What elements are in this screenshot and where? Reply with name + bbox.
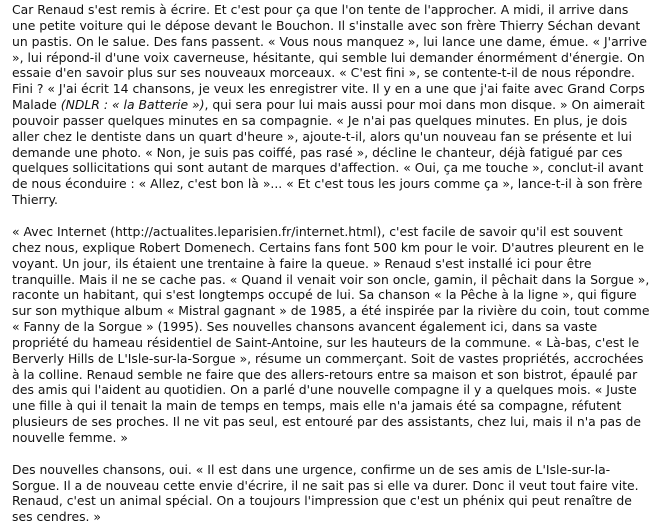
paragraph-1-editor-note: (NDLR : « la Batterie ») bbox=[60, 97, 205, 113]
paragraph-3-text: Des nouvelles chansons, oui. « Il est dans une urgence, confirme un de ses amis de L'Isle-sur-la-Sorgue. Il a de nouveau cette envie d'écrire, il ne sait pas si elle va durer. Donc il veut tout faire vite. Renaud, c'est un animal spécial. On a toujours l'impression que c'est un phénix qui peut renaître de ses cendres. » bbox=[12, 461, 639, 525]
paragraph-1-text-b: , qui sera pour lui mais aussi pour moi dans mon disque. » On aimerait pouvoir passer quelques minutes en sa compagnie. « Je n'ai pas quelques minutes. En plus, je dois aller chez le dentiste dans un quart d'heure », ajoute-t-il, alors qu'un nouveau fan se présente et lui demande une photo. « Non, je suis pas coiffé, pas rasé », décline le chanteur, déjà fatigué par ces quelques sollicitations qui sont autant de marques d'affection. « Oui, ça me touche », conclut-il avant de nous éconduire : « Allez, c'est bon là »... « Et c'est tous les jours comme ça », lance-t-il à son frère Thierry. bbox=[12, 97, 645, 208]
paragraph-3 bbox=[12, 462, 650, 525]
paragraph-1 bbox=[12, 2, 650, 208]
paragraph-2 bbox=[12, 224, 650, 446]
paragraph-spacer bbox=[12, 446, 650, 462]
paragraph-1-text-a: Car Renaud s'est remis à écrire. Et c'est pour ça que l'on tente de l'approcher. A midi, il arrive dans une petite voiture qui le dépose devant le Bouchon. Il s'installe avec son frère Thierry Séchan devant un pastis. On le salue. Des fans passent. « Vous nous manquez », lui lance une dame, émue. « J'arrive », lui répond-il d'une voix caverneuse, hésitante, qui semble lui demander énormément d'énergie. On essaie d'en savoir plus sur ses nouveaux morceaux. « C'est fini », se contente-t-il de nous répondre. Fini ? « J'ai écrit 14 chansons, je veux les enregistrer vite. Il y en a une que j'ai faite avec Grand Corps Malade bbox=[12, 2, 648, 113]
paragraph-spacer bbox=[12, 208, 650, 224]
paragraph-2-text: « Avec Internet (http://actualites.leparisien.fr/internet.html), c'est facile de savoir qu'il est souvent chez nous, explique Robert Domenech. Certains fans font 500 km pour le voir. D'autres pleurent en le voyant. Un jour, ils étaient une trentaine à faire la queue. » Renaud s'est installé ici pour être tranquille. Mais il ne se cache pas. « Quand il venait voir son oncle, gamin, il pêchait dans la Sorgue », raconte un habitant, qui s'est longtemps occupé de lui. Sa chanson « la Pêche à la ligne », qui figure sur son mythique album « Mistral gagnant » de 1985, a été inspirée par la rivière du coin, tout comme « Fanny de la Sorgue » (1995). Ses nouvelles chansons avancent également ici, dans sa vaste propriété du hameau résidentiel de Saint-Antoine, sur les hauteurs de la commune. « Là-bas, c'est le Berverly Hills de L'Isle-sur-la-Sorgue », résume un commerçant. Soit de vastes propriétés, accrochées à la colline. Renaud semble ne faire que des allers-retours entre sa maison et son bistrot, épaulé par des amis qui l'aident au quotidien. On a parlé d'une nouvelle compagne il y a quelques mois. « Juste une fille à qui il tenait la main de temps en temps, mais elle n'a jamais été sa compagne, réfutent plusieurs de ses proches. Il ne vit pas seul, est entouré par des assistants, chez lui, mais il n'a pas de nouvelle femme. » bbox=[12, 223, 650, 445]
